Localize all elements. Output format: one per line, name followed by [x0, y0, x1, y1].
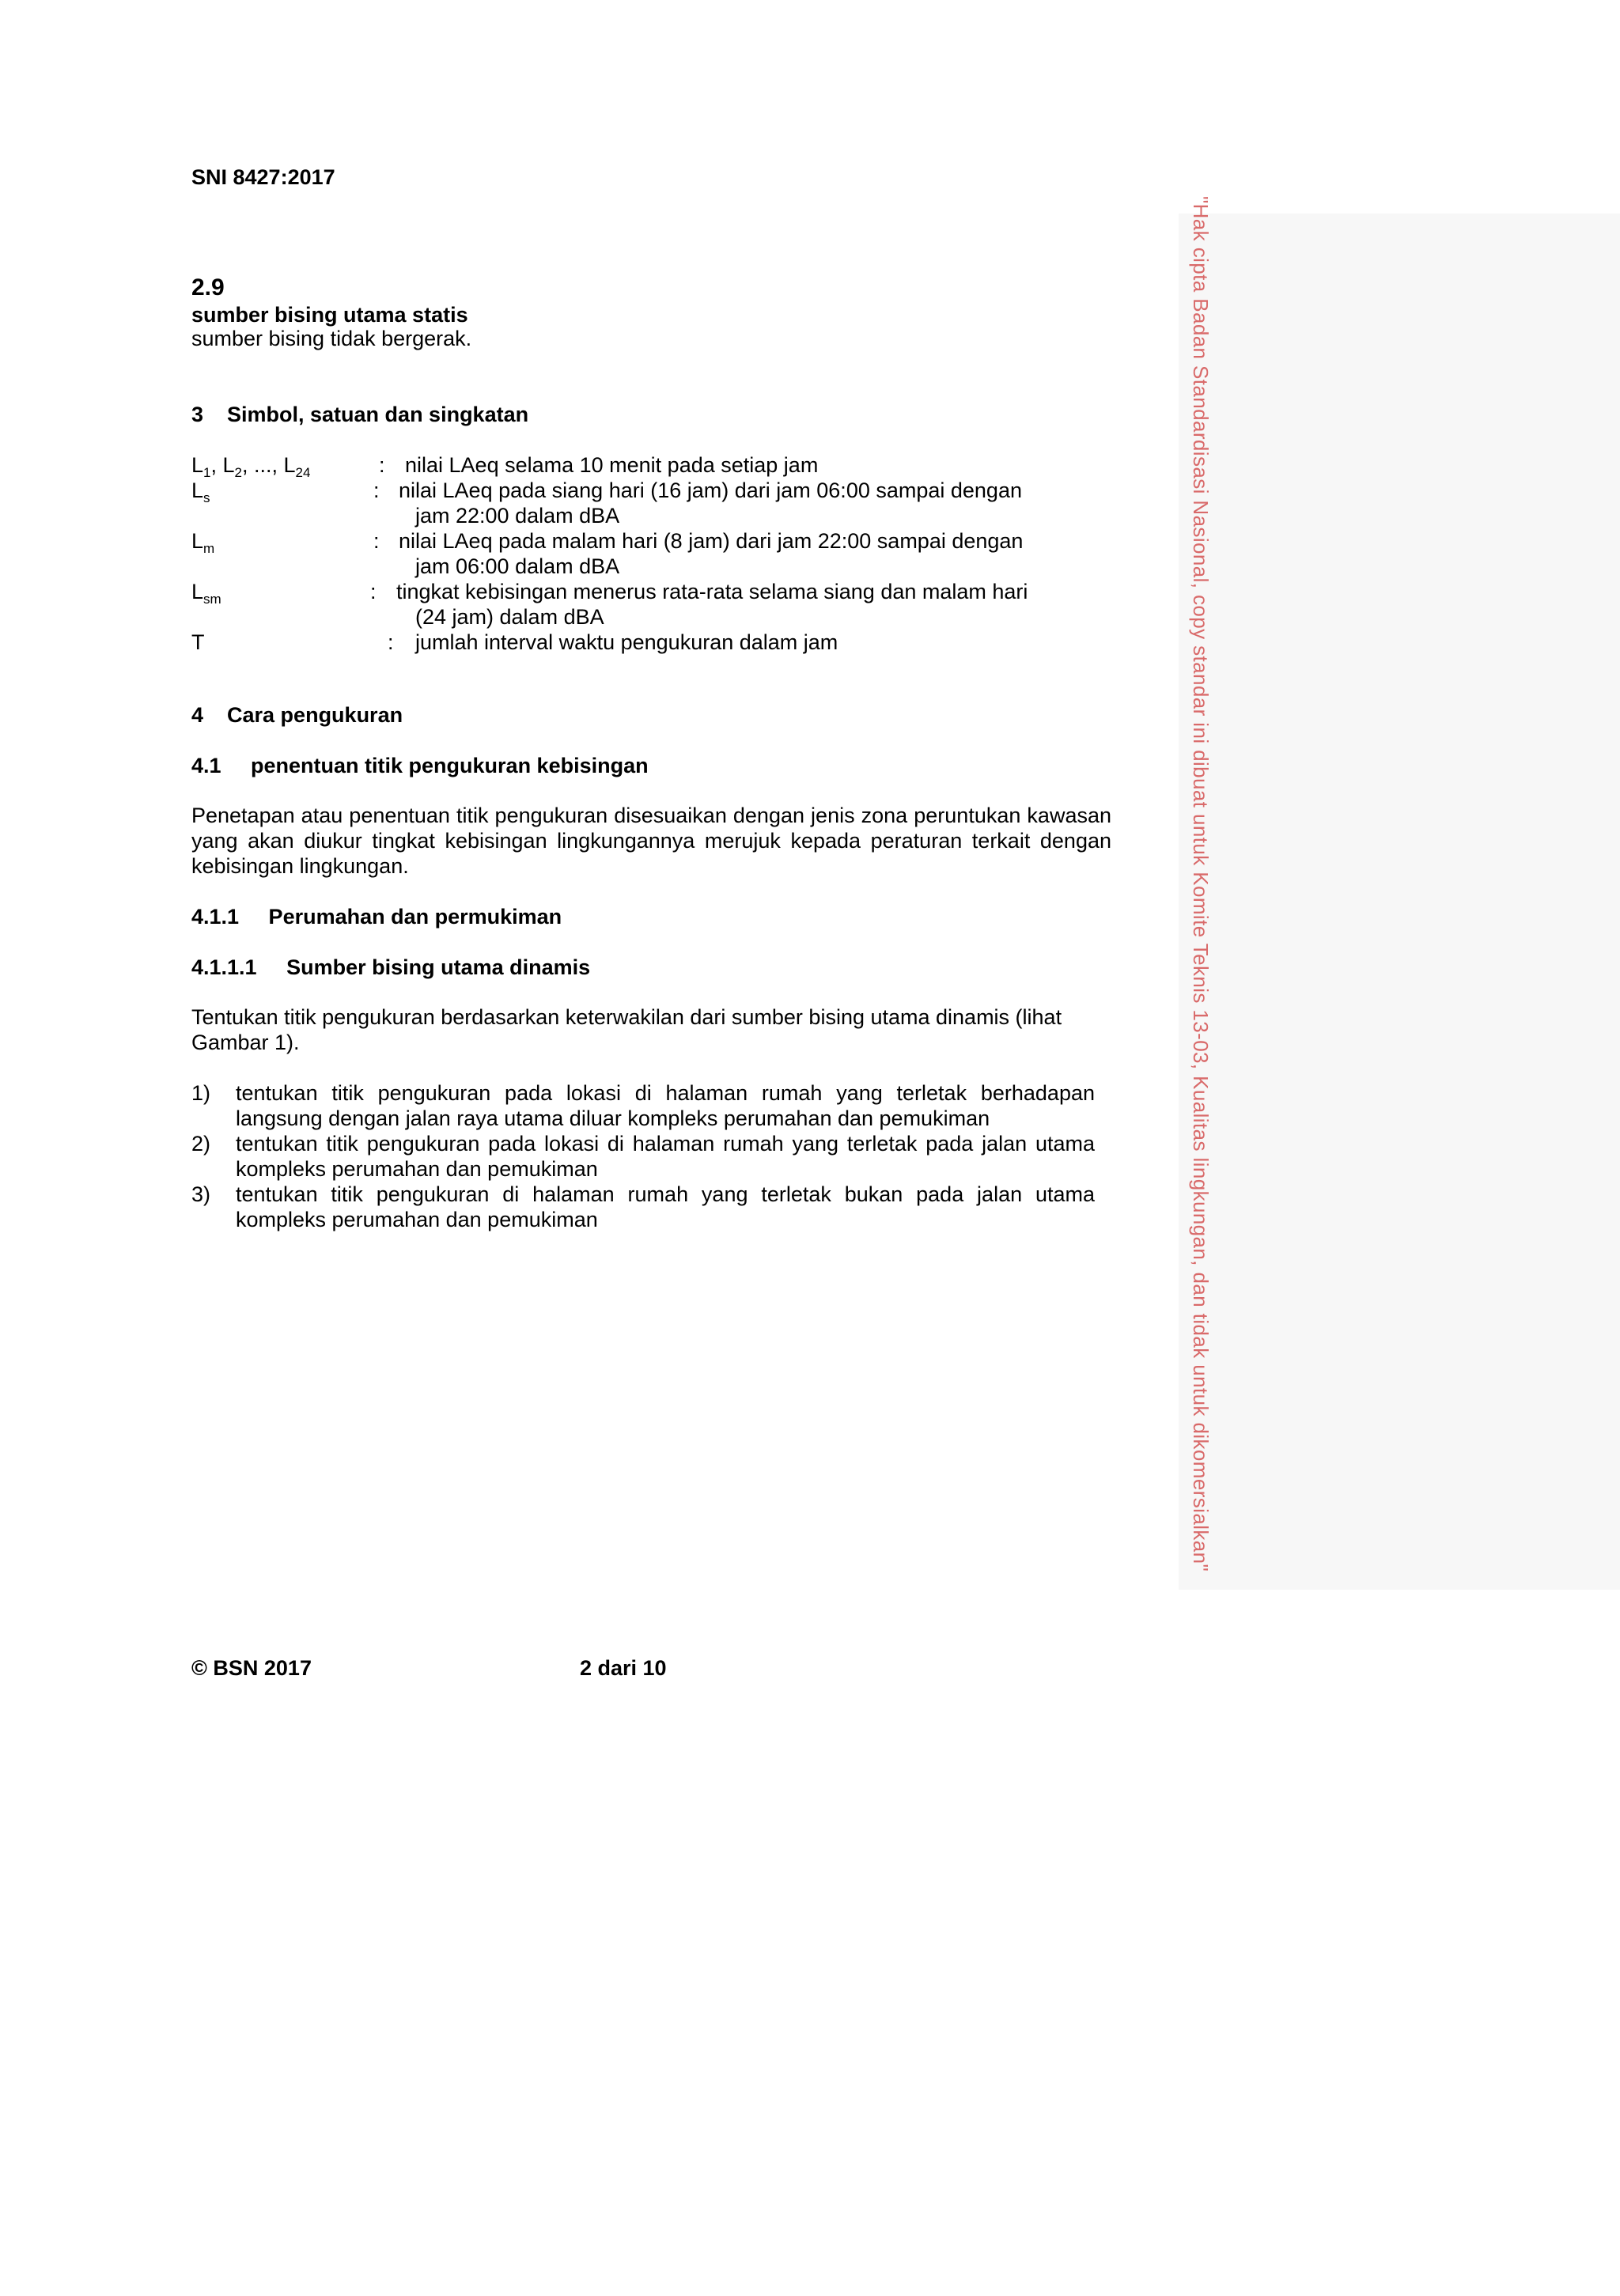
section-3-heading: 3 Simbol, satuan dan singkatan — [191, 403, 529, 426]
footer-page-number: 2 dari 10 — [580, 1656, 667, 1680]
symbol-description: nilai LAeq pada malam hari (8 jam) dari jam 22:00 sampai dengan — [399, 529, 1024, 553]
list-item — [191, 1131, 1101, 1182]
symbol-colon: : — [370, 580, 377, 603]
list-text: tentukan titik pengukuran di halaman rumah yang terletak bukan pada jalan utama kompleks perumahan dan pemukiman — [236, 1182, 1095, 1231]
list-item — [191, 1182, 1101, 1232]
section-2-9-number: 2.9 — [191, 274, 225, 301]
section-4-1-1-1-heading: 4.1.1.1 Sumber bising utama dinamis — [191, 955, 591, 979]
margin-strip — [1179, 214, 1620, 1590]
symbol-description: nilai LAeq selama 10 menit pada setiap jam — [405, 453, 819, 477]
symbol-description-continued: jam 06:00 dalam dBA — [415, 554, 620, 578]
copyright-watermark: "Hak cipta Badan Standardisasi Nasional, copy standar ini dibuat untuk Komite Teknis 13-03, Kualitas lingkungan, dan tidak untuk dikomersialkan" — [1189, 196, 1213, 1572]
section-2-9-term: sumber bising utama statis — [191, 303, 468, 327]
symbol-colon: : — [373, 529, 380, 553]
section-4-1-1-1-paragraph: Tentukan titik pengukuran berdasarkan keterwakilan dari sumber bising utama dinamis (lihat Gambar 1). — [191, 1005, 1062, 1054]
section-4-1-1-heading: 4.1.1 Perumahan dan permukiman — [191, 905, 562, 929]
section-4-heading: 4 Cara pengukuran — [191, 703, 403, 727]
list-item — [191, 1080, 1101, 1131]
symbol-colon: : — [388, 630, 394, 654]
symbol-description: jumlah interval waktu pengukuran dalam jam — [415, 630, 838, 654]
document-id: SNI 8427:2017 — [191, 165, 335, 189]
symbol-description-continued: (24 jam) dalam dBA — [415, 605, 604, 629]
symbol-lsm: $L_{sm}$ — [191, 580, 221, 607]
symbol-colon: : — [379, 453, 385, 477]
symbol-list — [191, 452, 1077, 658]
list-text: tentukan titik pengukuran pada lokasi di halaman rumah yang terletak berhadapan langsung dengan jalan raya utama diluar kompleks perumahan dan pemukiman — [236, 1081, 1095, 1130]
symbol-description: tingkat kebisingan menerus rata-rata selama siang dan malam hari — [396, 580, 1028, 603]
symbol-t: T — [191, 630, 205, 654]
footer-copyright: © BSN 2017 — [191, 1656, 312, 1680]
symbol-description-continued: jam 22:00 dalam dBA — [415, 504, 620, 528]
list-number: 1) — [191, 1081, 211, 1105]
symbol-ls: $L_s$ — [191, 478, 210, 505]
measurement-point-list — [191, 1080, 1101, 1239]
list-number: 3) — [191, 1182, 211, 1206]
section-4-1-heading: 4.1 penentuan titik pengukuran kebisingan — [191, 754, 649, 777]
symbol-l1-l24: $L_1$, $L_2$, ..., $L_{24}$ — [191, 453, 311, 480]
symbol-description: nilai LAeq pada siang hari (16 jam) dari jam 06:00 sampai dengan — [399, 478, 1022, 502]
symbol-lm: $L_m$ — [191, 529, 215, 556]
section-2-9-definition: sumber bising tidak bergerak. — [191, 327, 472, 350]
list-number: 2) — [191, 1132, 211, 1156]
list-text: tentukan titik pengukuran pada lokasi di halaman rumah yang terletak pada jalan utama kompleks perumahan dan pemukiman — [236, 1132, 1095, 1181]
symbol-colon: : — [373, 478, 380, 502]
section-4-1-paragraph: Penetapan atau penentuan titik pengukuran disesuaikan dengan jenis zona peruntukan kawasan yang akan diukur tingkat kebisingan lingkungannya merujuk kepada peraturan terkait dengan kebisingan lingkungan. — [191, 804, 1111, 878]
